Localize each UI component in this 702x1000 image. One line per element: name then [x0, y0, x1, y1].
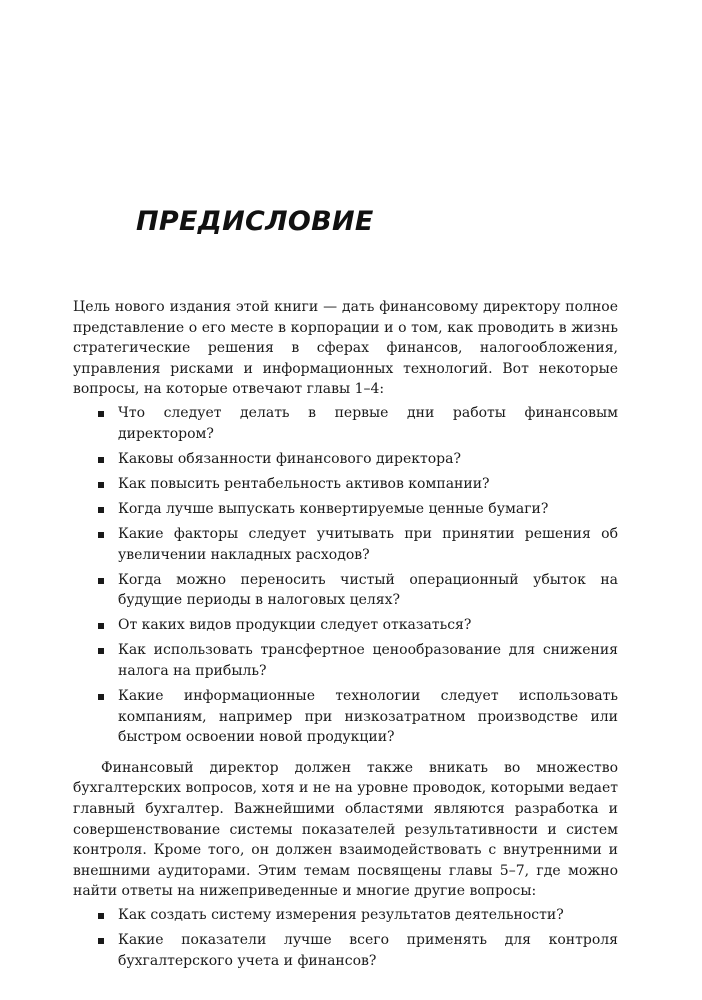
body-text: [73, 297, 618, 976]
square-bullet-icon: [98, 507, 104, 513]
intro-paragraph: Цель нового издания этой книги — дать финансовому директору полное представление о его месте в корпорации и о том, как проводить в жизнь стратегические решения в сферах финансов, налогообложения, управления рисками и информационных технологий. Вот некоторые вопросы, на которые отвечают главы 1–4:: [73, 299, 618, 398]
list-item: От каких видов продукции следует отказаться?: [73, 615, 618, 636]
list-item: Как повысить рентабельность активов компании?: [73, 474, 618, 495]
list-item: Как создать систему измерения результатов деятельности?: [73, 905, 618, 926]
page-title: ПРЕДИСЛОВИЕ: [136, 206, 374, 237]
square-bullet-icon: [98, 532, 104, 538]
square-bullet-icon: [98, 648, 104, 654]
list-item: Как использовать трансфертное ценообразование для снижения налога на прибыль?: [73, 640, 618, 681]
square-bullet-icon: [98, 938, 104, 944]
list-item: Когда лучше выпускать конвертируемые ценные бумаги?: [73, 499, 618, 520]
square-bullet-icon: [98, 457, 104, 463]
question-list-2: [73, 905, 618, 971]
list-item: Что следует делать в первые дни работы финансовым директором?: [73, 403, 618, 444]
list-item: Какие факторы следует учитывать при принятии решения об увеличении накладных расходов?: [73, 524, 618, 565]
list-item: Какие показатели лучше всего применять для контроля бухгалтерского учета и финансов?: [73, 930, 618, 971]
list-item: Когда можно переносить чистый операционный убыток на будущие периоды в налоговых целях?: [73, 570, 618, 611]
square-bullet-icon: [98, 482, 104, 488]
square-bullet-icon: [98, 694, 104, 700]
square-bullet-icon: [98, 578, 104, 584]
list-item: Какие информационные технологии следует использовать компаниям, например при низкозатратном производстве или быстром освоении новой продукции?: [73, 686, 618, 748]
square-bullet-icon: [98, 411, 104, 417]
question-list-1: [73, 403, 618, 748]
list-item: Каковы обязанности финансового директора?: [73, 449, 618, 470]
square-bullet-icon: [98, 623, 104, 629]
second-paragraph: Финансовый директор должен также вникать во множество бухгалтерских вопросов, хотя и не на уровне проводок, которыми ведает главный бухгалтер. Важнейшими областями являются разработка и совершенствование системы показателей результативности и систем контроля. Кроме того, он должен взаимодействовать с внутренними и внешними аудиторами. Этим темам посвящены главы 5–7, где можно найти ответы на нижеприведенные и многие другие вопросы:: [73, 759, 618, 900]
square-bullet-icon: [98, 913, 104, 919]
